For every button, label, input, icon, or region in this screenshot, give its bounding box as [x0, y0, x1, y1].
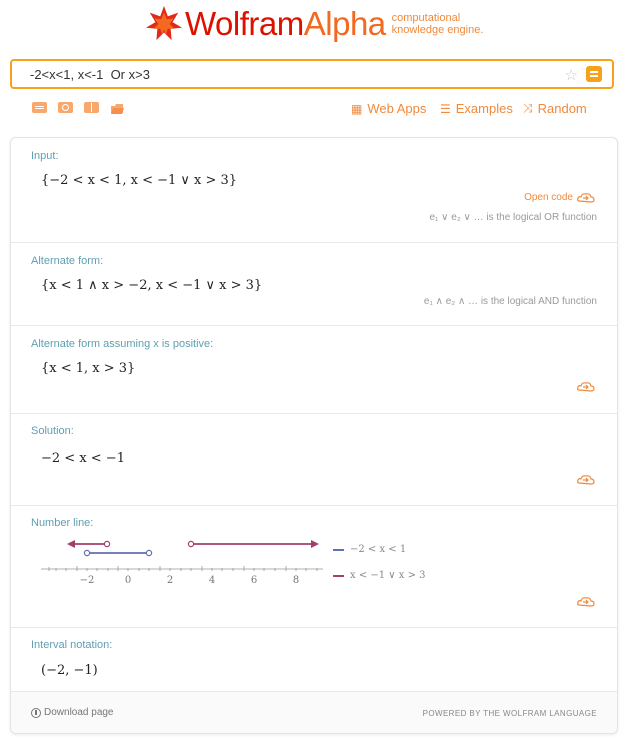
toolbar [0, 99, 628, 119]
pod-solution [11, 413, 617, 505]
alternate-math: {x < 1 ∧ x > −2, x < −1 ∨ x > 3} [41, 278, 263, 293]
solution-math: −2 < x < −1 [41, 451, 125, 466]
pod-interval-notation [11, 627, 617, 693]
logo-wolfram-text: Wolfram [185, 5, 304, 42]
tagline-line1: computational [391, 12, 461, 24]
favorite-star-icon[interactable]: ☆ [564, 67, 578, 84]
legend-label-blue: −2 < x < 1 [350, 544, 407, 555]
pod-number-line [11, 505, 617, 627]
open-endpoint [84, 550, 89, 555]
tick-label: 0 [124, 575, 132, 586]
examples-link[interactable] [440, 101, 513, 116]
tagline [392, 12, 492, 36]
cloud-code-icon[interactable] [577, 381, 595, 392]
results-card [10, 137, 618, 734]
random-label: Random [537, 101, 587, 116]
submit-button[interactable] [586, 66, 602, 82]
tick-label: 4 [208, 575, 216, 586]
open-endpoint [188, 541, 193, 546]
arrow-right [311, 540, 319, 548]
keyboard-icon[interactable] [32, 102, 47, 113]
pod-title-interval: Interval notation: [31, 639, 113, 651]
legend-label-purple: x < −1 ∨ x > 3 [350, 570, 426, 581]
logo-alpha-text: Alpha [303, 5, 386, 42]
number-line-plot [41, 530, 461, 600]
pod-alternate-positive [11, 325, 617, 413]
wolfram-spikey-icon [145, 5, 183, 43]
download-page-link[interactable] [31, 707, 114, 718]
powered-by-text[interactable]: POWERED BY THE WOLFRAM LANGUAGE [422, 709, 597, 718]
data-input-icon[interactable] [84, 102, 99, 113]
tick-label: −2 [79, 575, 95, 586]
legend-blue [333, 544, 406, 555]
search-input[interactable] [30, 67, 530, 82]
cloud-code-icon[interactable] [577, 596, 595, 607]
image-upload-icon[interactable] [58, 102, 73, 113]
tagline-line2: knowledge engine. [391, 24, 484, 36]
file-upload-icon[interactable] [110, 102, 125, 113]
list-icon: ☰ [440, 101, 451, 116]
wolfram-alpha-logo[interactable] [145, 4, 492, 44]
random-link[interactable] [523, 101, 587, 116]
shuffle-icon: ⤨ [523, 101, 533, 115]
pod-title-positive: Alternate form assuming x is positive: [31, 338, 214, 350]
open-endpoint [104, 541, 109, 546]
pod-input [11, 138, 617, 242]
web-apps-link[interactable] [351, 101, 426, 116]
search-bar [10, 59, 614, 89]
open-endpoint [146, 550, 151, 555]
pod-title-numberline: Number line: [31, 517, 94, 529]
cloud-code-icon [577, 192, 595, 203]
or-function-note: e₁ ∨ e₂ ∨ … is the logical OR function [429, 212, 597, 223]
and-function-note: e₁ ∧ e₂ ∧ … is the logical AND function [423, 296, 597, 307]
interval-math: (−2, −1) [41, 663, 98, 678]
card-footer [11, 691, 617, 733]
pod-title-alternate: Alternate form: [31, 255, 104, 267]
legend-swatch-purple [333, 575, 344, 577]
legend-purple [333, 570, 426, 581]
input-math: {−2 < x < 1, x < −1 ∨ x > 3} [41, 173, 238, 188]
grid-icon: ▦ [351, 101, 363, 116]
web-apps-label: Web Apps [367, 101, 427, 116]
pod-title-solution: Solution: [31, 425, 74, 437]
download-icon [31, 708, 41, 718]
open-code-link[interactable] [524, 192, 595, 203]
tick-label: 8 [292, 575, 300, 586]
arrow-left [67, 540, 75, 548]
legend-swatch-blue [333, 549, 344, 551]
cloud-code-icon[interactable] [577, 474, 595, 485]
examples-label: Examples [455, 101, 513, 116]
tick-label: 6 [250, 575, 258, 586]
pod-alternate-form [11, 242, 617, 325]
pod-title-input: Input: [31, 150, 59, 162]
positive-math: {x < 1, x > 3} [41, 361, 136, 376]
open-code-label: Open code [524, 192, 573, 203]
download-label: Download page [44, 707, 114, 718]
tick-label: 2 [166, 575, 174, 586]
